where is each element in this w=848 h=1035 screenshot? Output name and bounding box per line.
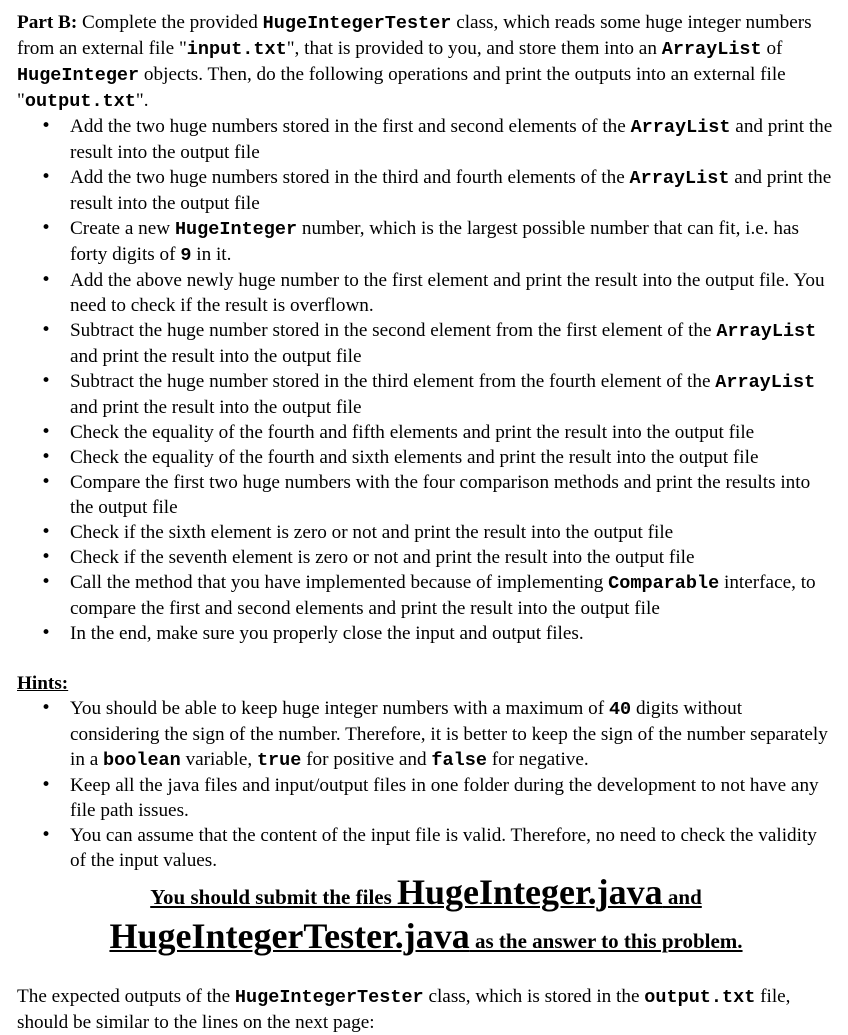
code-output-txt: output.txt <box>644 987 756 1008</box>
code-arraylist: ArrayList <box>629 168 730 189</box>
hint-item: • Keep all the java files and input/output files in one folder during the development to not have any file path issues. <box>70 773 835 823</box>
code-output-txt: output.txt <box>24 91 136 112</box>
code-hugeinteger: HugeInteger <box>17 65 140 86</box>
task-list <box>17 114 835 646</box>
hints-list <box>17 696 835 873</box>
part-b-text: class, which reads some huge integer numbers from an external file " <box>17 12 812 59</box>
task-item: • Check the equality of the fourth and sixth elements and print the result into the output file <box>70 445 835 470</box>
code-nine: 9 <box>180 245 192 266</box>
part-b-text: objects. Then, do the following operations and print the outputs into an external file " <box>17 64 786 111</box>
document-page <box>17 10 835 1035</box>
part-b-text: ", that is provided to you, and store them into an <box>286 38 662 59</box>
part-b-text: ". <box>135 90 149 111</box>
task-item: • Add the two huge numbers stored in the first and second elements of the ArrayList and print the result into the output file <box>70 114 835 165</box>
part-b-text: Complete the provided <box>77 12 263 33</box>
part-b-text: of <box>761 38 783 59</box>
code-hugeintegertester: HugeIntegerTester <box>234 987 424 1008</box>
task-item: • Compare the first two huge numbers with the four comparison methods and print the results into the output file <box>70 470 835 520</box>
code-arraylist: ArrayList <box>630 117 731 138</box>
task-item: • Subtract the huge number stored in the third element from the fourth element of the ArrayList and print the result into the output file <box>70 369 835 420</box>
filename-hugeinteger-java: HugeInteger.java <box>397 872 663 912</box>
task-item: • Check if the seventh element is zero or not and print the result into the output file <box>70 545 835 570</box>
hint-item: • You can assume that the content of the input file is valid. Therefore, no need to check the validity of the input values. <box>70 823 835 873</box>
code-boolean: boolean <box>103 750 181 771</box>
task-item: • Add the two huge numbers stored in the third and fourth elements of the ArrayList and print the result into the output file <box>70 165 835 216</box>
code-input-txt: input.txt <box>186 39 287 60</box>
part-b-paragraph <box>17 10 835 114</box>
code-comparable: Comparable <box>608 573 720 594</box>
submit-notice: You should submit the files HugeInteger.java and HugeIntegerTester.java as the answer to this problem. <box>109 872 743 956</box>
code-false: false <box>431 750 487 771</box>
code-true: true <box>256 750 302 771</box>
task-item: • Add the above newly huge number to the first element and print the result into the output file. You need to check if the result is overflown. <box>70 268 835 318</box>
task-item: • Check if the sixth element is zero or not and print the result into the output file <box>70 520 835 545</box>
code-hugeintegertester: HugeIntegerTester <box>262 13 452 34</box>
code-arraylist: ArrayList <box>716 321 817 342</box>
code-arraylist: ArrayList <box>715 372 816 393</box>
code-forty: 40 <box>608 699 632 720</box>
part-b-label: Part B: <box>17 12 78 33</box>
task-item: • Check the equality of the fourth and fifth elements and print the result into the output file <box>70 420 835 445</box>
task-item: • Create a new HugeInteger number, which is the largest possible number that can fit, i.e. has forty digits of 9 in it. <box>70 216 835 268</box>
hints-heading: Hints: <box>17 673 69 694</box>
code-arraylist: ArrayList <box>661 39 762 60</box>
code-hugeinteger: HugeInteger <box>174 219 298 240</box>
task-item: • Call the method that you have implemented because of implementing Comparable interface, to compare the first and second elements and print the result into the output file <box>70 570 835 621</box>
hint-item: • You should be able to keep huge integer numbers with a maximum of 40 digits without considering the sign of the number. Therefore, it is better to keep the sign of the number separately in a boolean variable, true for positive and false for negative. <box>70 696 835 773</box>
task-item: • In the end, make sure you properly close the input and output files. <box>70 621 835 646</box>
task-item: • Subtract the huge number stored in the second element from the first element of the ArrayList and print the result into the output file <box>70 318 835 369</box>
filename-hugeintegertester-java: HugeIntegerTester.java <box>109 916 470 956</box>
outro-paragraph: The expected outputs of the HugeIntegerTester class, which is stored in the output.txt file, should be similar to the lines on the next page: <box>17 986 791 1033</box>
